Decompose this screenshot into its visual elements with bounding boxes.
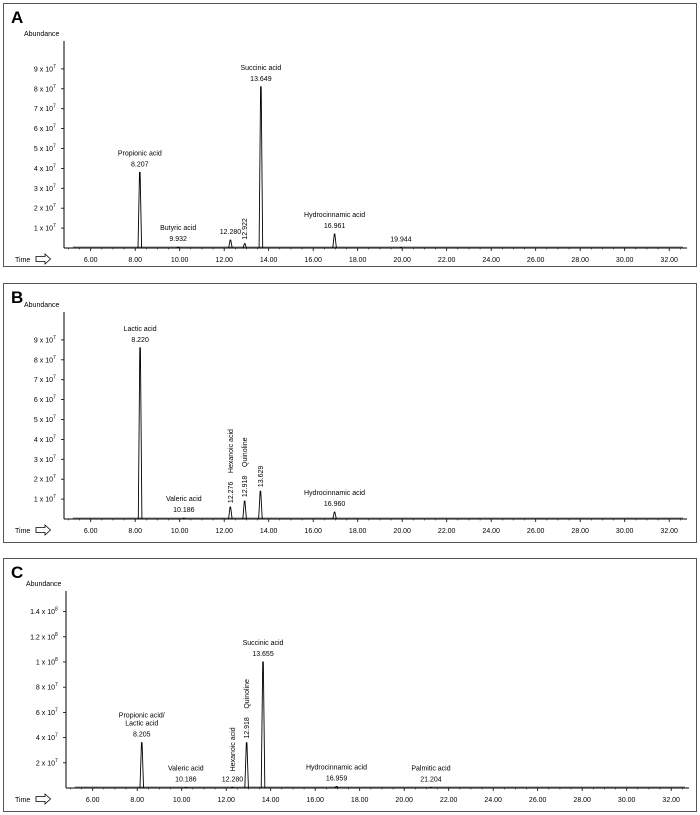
y-tick-label: 2 x 10 [35, 760, 55, 768]
x-tick-label: 12.00 [215, 257, 233, 264]
time-arrow-icon [36, 525, 51, 535]
peak-name-label: Butyric acid [160, 225, 197, 233]
peak [259, 87, 263, 248]
x-tick-label: 30.00 [615, 528, 634, 535]
x-tick-label: 8.00 [128, 257, 143, 264]
y-tick-label: 3 x 10 [33, 185, 53, 193]
y-tick-exponent: 7 [53, 494, 56, 501]
y-tick-label: 9 x 10 [33, 66, 53, 74]
y-tick-label: 9 x 10 [33, 337, 53, 345]
x-tick-label: 22.00 [439, 797, 458, 804]
y-tick-label: 1.4 x 10 [30, 609, 55, 617]
peak [140, 743, 144, 788]
x-tick-label: 18.00 [350, 797, 369, 804]
y-tick-exponent: 7 [53, 183, 56, 190]
x-tick-label: 28.00 [573, 797, 591, 804]
peak [259, 491, 263, 519]
y-tick-label: 2 x 10 [33, 476, 53, 484]
y-tick-exponent: 7 [53, 454, 56, 461]
y-tick-exponent: 7 [53, 354, 56, 361]
y-tick-exponent: 8 [55, 606, 58, 613]
peak [229, 507, 233, 519]
chromatogram-chart-c [4, 559, 696, 811]
x-tick-label: 20.00 [393, 528, 411, 535]
peak-rt-label: 8.205 [132, 731, 151, 739]
peak-name-label: Valeric acid [166, 496, 202, 504]
peak [333, 234, 337, 248]
x-tick-label: 30.00 [615, 257, 634, 264]
y-tick-label: 5 x 10 [33, 146, 53, 153]
x-tick-label: 32.00 [660, 257, 678, 264]
peak-name-label: Succinic acid [242, 640, 284, 647]
x-tick-label: 10.00 [172, 797, 191, 804]
x-axis-title: Time [15, 257, 31, 264]
peak [138, 172, 142, 248]
peak-rt-label: 8.207 [131, 161, 149, 169]
y-tick-exponent: 7 [53, 394, 56, 401]
peak-name-label: Succinic acid [240, 64, 282, 72]
y-tick-exponent: 7 [55, 732, 58, 739]
x-tick-label: 16.00 [306, 797, 324, 804]
y-tick-exponent: 7 [55, 682, 58, 689]
x-tick-label: 8.00 [128, 528, 143, 535]
y-tick-label: 3 x 10 [33, 456, 53, 464]
peak-rt-label: 12.280 [221, 776, 244, 784]
x-tick-label: 20.00 [393, 257, 411, 264]
x-tick-label: 16.00 [304, 257, 322, 264]
y-tick-exponent: 7 [53, 374, 56, 381]
peak-name-label: Quinoline [242, 437, 250, 468]
peak-rt-label: 10.186 [175, 776, 197, 784]
peak-rt-label: 12.922 [242, 218, 250, 240]
x-tick-label: 24.00 [484, 797, 502, 804]
x-tick-label: 28.00 [571, 528, 589, 535]
peak [243, 501, 247, 519]
chromatogram-panel-a [3, 3, 697, 267]
time-arrow-icon [36, 794, 51, 804]
panel-label: C [11, 563, 24, 582]
peak-rt-label: 8.220 [131, 336, 149, 344]
x-tick-label: 22.00 [437, 528, 456, 535]
peak-name-label: Quinoline [244, 679, 252, 709]
time-arrow-icon [36, 254, 51, 264]
peak-name-label: Lactic acid [123, 325, 157, 333]
y-tick-exponent: 7 [53, 223, 56, 230]
y-axis-title: Abundance [24, 31, 60, 38]
x-tick-label: 18.00 [348, 257, 367, 264]
x-tick-label: 10.00 [170, 528, 189, 535]
y-axis-title: Abundance [26, 581, 62, 588]
x-tick-label: 18.00 [348, 528, 367, 535]
y-tick-label: 8 x 10 [33, 357, 53, 365]
y-tick-label: 1 x 10 [33, 496, 53, 504]
y-tick-label: 4 x 10 [33, 436, 53, 444]
x-tick-label: 6.00 [85, 797, 100, 804]
peak-name-label: Palmitic acid [411, 765, 451, 773]
y-tick-label: 6 x 10 [33, 126, 53, 134]
y-tick-exponent: 7 [53, 123, 56, 130]
peak-name-label: Hydrocinnamic acid [305, 764, 368, 772]
peak-name-label: Propionic acid/ [118, 712, 165, 720]
x-tick-label: 24.00 [482, 528, 500, 535]
y-tick-label: 5 x 10 [33, 417, 53, 424]
peak-name-label: Valeric acid [168, 765, 204, 773]
peak [429, 787, 433, 788]
y-tick-exponent: 7 [53, 434, 56, 441]
y-tick-exponent: 7 [53, 143, 56, 150]
x-tick-label: 32.00 [662, 797, 680, 804]
y-tick-exponent: 7 [55, 757, 58, 764]
x-tick-label: 30.00 [617, 797, 636, 804]
peak-rt-label: 19.944 [390, 236, 412, 244]
peak [184, 787, 188, 788]
x-tick-label: 16.00 [304, 528, 322, 535]
peak-rt-label: 12.276 [227, 481, 235, 504]
x-tick-label: 8.00 [130, 797, 145, 804]
x-tick-label: 12.00 [215, 528, 233, 535]
y-tick-exponent: 7 [53, 103, 56, 110]
peak-name-label: Hydrocinnamic acid [304, 490, 366, 498]
y-tick-exponent: 7 [53, 414, 56, 421]
peak-name-label: Hexanoic acid [229, 727, 237, 772]
y-tick-label: 7 x 10 [33, 106, 53, 114]
chromatogram-chart-a [4, 4, 696, 266]
y-tick-label: 1 x 10 [33, 225, 53, 233]
peak-rt-label: 16.961 [323, 223, 346, 231]
peak-rt-label: 13.655 [252, 651, 274, 658]
peak-rt-label: 9.932 [169, 236, 187, 244]
peak-rt-label: 10.186 [173, 507, 195, 515]
x-tick-label: 12.00 [217, 797, 235, 804]
y-tick-label: 6 x 10 [35, 709, 55, 717]
peak-rt-label: 21.204 [420, 776, 442, 784]
x-tick-label: 14.00 [259, 528, 278, 535]
peak-rt-label: 12.918 [242, 475, 250, 498]
x-tick-label: 14.00 [259, 257, 278, 264]
y-tick-exponent: 7 [53, 83, 56, 90]
x-tick-label: 26.00 [528, 797, 547, 804]
x-tick-label: 6.00 [83, 528, 98, 535]
chromatogram-panel-b [3, 283, 697, 543]
y-tick-exponent: 7 [53, 203, 56, 210]
y-tick-label: 2 x 10 [33, 205, 53, 213]
peak-rt-label: 13.649 [250, 75, 272, 83]
peak-name-label: Hexanoic acid [227, 429, 235, 474]
panel-label: B [11, 288, 24, 307]
y-tick-exponent: 7 [55, 707, 58, 714]
x-tick-label: 10.00 [170, 257, 189, 264]
panel-label: A [11, 8, 24, 27]
y-tick-label: 1 x 10 [35, 659, 55, 667]
y-tick-label: 4 x 10 [33, 165, 53, 173]
peak-rt-label: 12.280 [219, 229, 242, 237]
peak [261, 662, 265, 788]
x-tick-label: 26.00 [526, 528, 545, 535]
peak-rt-label: 16.959 [325, 775, 348, 783]
chromatogram-chart-b [4, 284, 696, 542]
peak-rt-label: 12.918 [244, 717, 252, 739]
x-tick-label: 26.00 [526, 257, 545, 264]
x-tick-label: 28.00 [571, 257, 589, 264]
x-tick-label: 24.00 [482, 257, 500, 264]
x-axis-title: Time [15, 797, 31, 804]
peak-rt-label: 13.629 [257, 465, 265, 488]
peak-name-label: Hydrocinnamic acid [304, 212, 366, 220]
y-tick-exponent: 8 [55, 657, 58, 663]
y-tick-exponent: 7 [53, 163, 56, 170]
y-tick-exponent: 7 [53, 474, 56, 481]
y-tick-label: 7 x 10 [33, 377, 53, 385]
peak [243, 244, 247, 248]
y-tick-label: 8 x 10 [33, 86, 53, 94]
chromatogram-panel-c [3, 558, 697, 812]
x-tick-label: 22.00 [437, 257, 456, 264]
y-tick-label: 8 x 10 [35, 684, 55, 692]
x-axis-title: Time [15, 528, 31, 535]
y-tick-label: 6 x 10 [33, 397, 53, 405]
peak [138, 348, 142, 519]
x-tick-label: 20.00 [395, 797, 413, 804]
peak-name-label: Propionic acid [117, 150, 162, 158]
peak-name-label: Lactic acid [125, 720, 159, 728]
x-tick-label: 14.00 [261, 797, 280, 804]
y-axis-title: Abundance [24, 302, 60, 309]
x-tick-label: 6.00 [83, 257, 98, 264]
y-tick-exponent: 7 [53, 63, 56, 70]
y-tick-label: 4 x 10 [35, 735, 55, 743]
y-tick-exponent: 8 [55, 631, 58, 638]
peak-rt-label: 16.960 [323, 501, 346, 509]
x-tick-label: 32.00 [660, 528, 678, 535]
y-tick-label: 1.2 x 10 [30, 634, 55, 642]
y-tick-exponent: 7 [53, 334, 56, 341]
peak [245, 743, 249, 788]
